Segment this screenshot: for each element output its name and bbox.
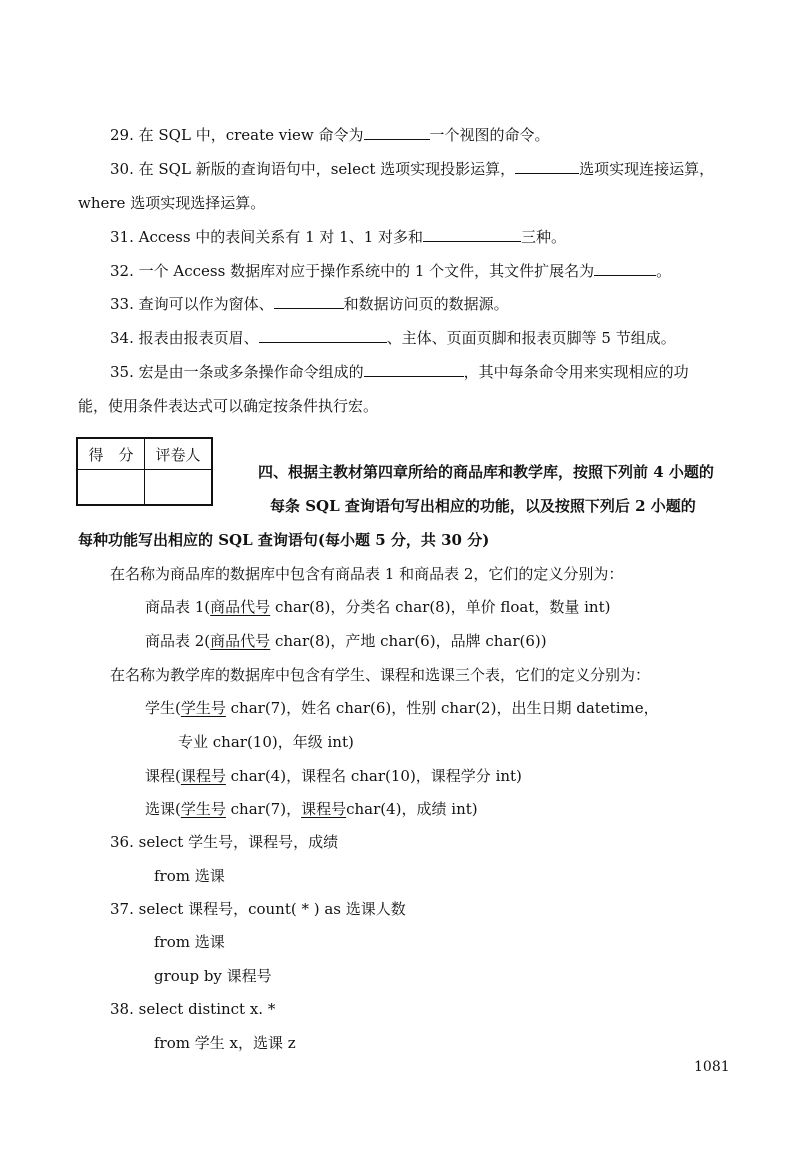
question-31: [110, 227, 566, 247]
score-cell: [77, 470, 145, 506]
question-30: [110, 159, 714, 179]
q38-line2: from 学生 x，选课 z: [154, 1034, 296, 1052]
q37-line3: group by 课程号: [154, 967, 272, 985]
t2-pre: 商品表 2(: [145, 632, 211, 650]
q32-blank: [594, 261, 656, 276]
elective-mid: char(7)，: [225, 800, 302, 818]
course-post: char(4)，课程名 char(10)，课程学分 int): [225, 767, 522, 785]
q35-text: 35. 宏是由一条或多条操作命令组成的: [110, 363, 364, 381]
student-primary-key: 学生号: [180, 699, 226, 717]
grader-cell: [145, 470, 213, 506]
t2-primary-key: 商品代号: [210, 632, 271, 650]
q30-text: 30. 在 SQL 新版的查询语句中，select 选项实现投影运算，: [110, 160, 516, 178]
q36-line2: from 选课: [154, 867, 225, 885]
question-35: [110, 362, 689, 382]
elective-key-course: 课程号: [301, 800, 347, 818]
q35-text-end: ，其中每条命令用来实现相应的功: [463, 363, 689, 381]
q33-text: 33. 查询可以作为窗体、: [110, 295, 274, 313]
question-35-cont: 能，使用条件表达式可以确定按条件执行宏。: [78, 397, 379, 415]
q31-blank: [423, 227, 521, 242]
q33-blank: [274, 294, 344, 309]
elective-key-student: 学生号: [180, 800, 226, 818]
t1-post: char(8)，分类名 char(8)，单价 float，数量 int): [270, 598, 611, 616]
student-definition: [145, 698, 659, 718]
question-34: [110, 328, 676, 348]
t1-pre: 商品表 1(: [145, 598, 211, 616]
q31-text-end: 三种。: [521, 228, 567, 246]
page-number: 1081: [694, 1059, 730, 1075]
q35-blank: [364, 362, 464, 377]
q34-text: 34. 报表由报表页眉、: [110, 329, 259, 347]
q31-text: 31. Access 中的表间关系有 1 对 1、1 对多和: [110, 228, 424, 246]
student-post: char(7)，姓名 char(6)，性别 char(2)，出生日期 datetime，: [225, 699, 659, 717]
q38-line1: 38. select distinct x. *: [110, 1000, 276, 1018]
t1-primary-key: 商品代号: [210, 598, 271, 616]
score-table: [76, 437, 213, 506]
course-definition: [145, 766, 522, 786]
question-30-cont: where 选项实现选择运算。: [78, 194, 266, 212]
q29-text: 29. 在 SQL 中，create view 命令为: [110, 126, 364, 144]
q34-text-end: 、主体、页面页脚和报表页脚等 5 节组成。: [386, 329, 676, 347]
q33-text-end: 和数据访问页的数据源。: [343, 295, 509, 313]
section-4-heading-line1: 四、根据主教材第四章所给的商品库和教学库，按照下列前 4 小题的: [258, 463, 714, 481]
db2-intro: 在名称为教学库的数据库中包含有学生、课程和选课三个表，它们的定义分别为：: [110, 666, 651, 684]
section-4-heading-line3: 每种功能写出相应的 SQL 查询语句(每小题 5 分，共 30 分): [78, 531, 490, 549]
question-33: [110, 294, 509, 314]
q29-blank: [364, 125, 430, 140]
question-32: [110, 261, 671, 281]
student-definition-cont: 专业 char(10)，年级 int): [178, 733, 354, 751]
q36-line1: 36. select 学生号，课程号，成绩: [110, 833, 339, 851]
t2-post: char(8)，产地 char(6)，品牌 char(6)): [270, 632, 547, 650]
db1-intro: 在名称为商品库的数据库中包含有商品表 1 和商品表 2，它们的定义分别为：: [110, 565, 624, 583]
elective-post: char(4)，成绩 int): [346, 800, 478, 818]
q32-text-end: 。: [656, 262, 672, 280]
q30-blank: [515, 159, 579, 174]
q30-text-end: 选项实现连接运算，: [579, 160, 715, 178]
question-29: [110, 125, 550, 145]
score-header: 得 分: [77, 438, 145, 470]
elective-definition: [145, 799, 478, 819]
elective-pre: 选课(: [145, 800, 181, 818]
q32-text: 32. 一个 Access 数据库对应于操作系统中的 1 个文件，其文件扩展名为: [110, 262, 595, 280]
section-4-heading-line2: 每条 SQL 查询语句写出相应的功能，以及按照下列后 2 小题的: [270, 497, 696, 515]
table1-definition: [145, 597, 610, 617]
q37-line2: from 选课: [154, 933, 225, 951]
q29-text-end: 一个视图的命令。: [429, 126, 550, 144]
course-primary-key: 课程号: [180, 767, 226, 785]
q37-line1: 37. select 课程号，count( * ) as 选课人数: [110, 900, 406, 918]
student-pre: 学生(: [145, 699, 181, 717]
q34-blank: [259, 328, 387, 343]
grader-header: 评卷人: [145, 438, 213, 470]
course-pre: 课程(: [145, 767, 181, 785]
table2-definition: [145, 631, 547, 651]
